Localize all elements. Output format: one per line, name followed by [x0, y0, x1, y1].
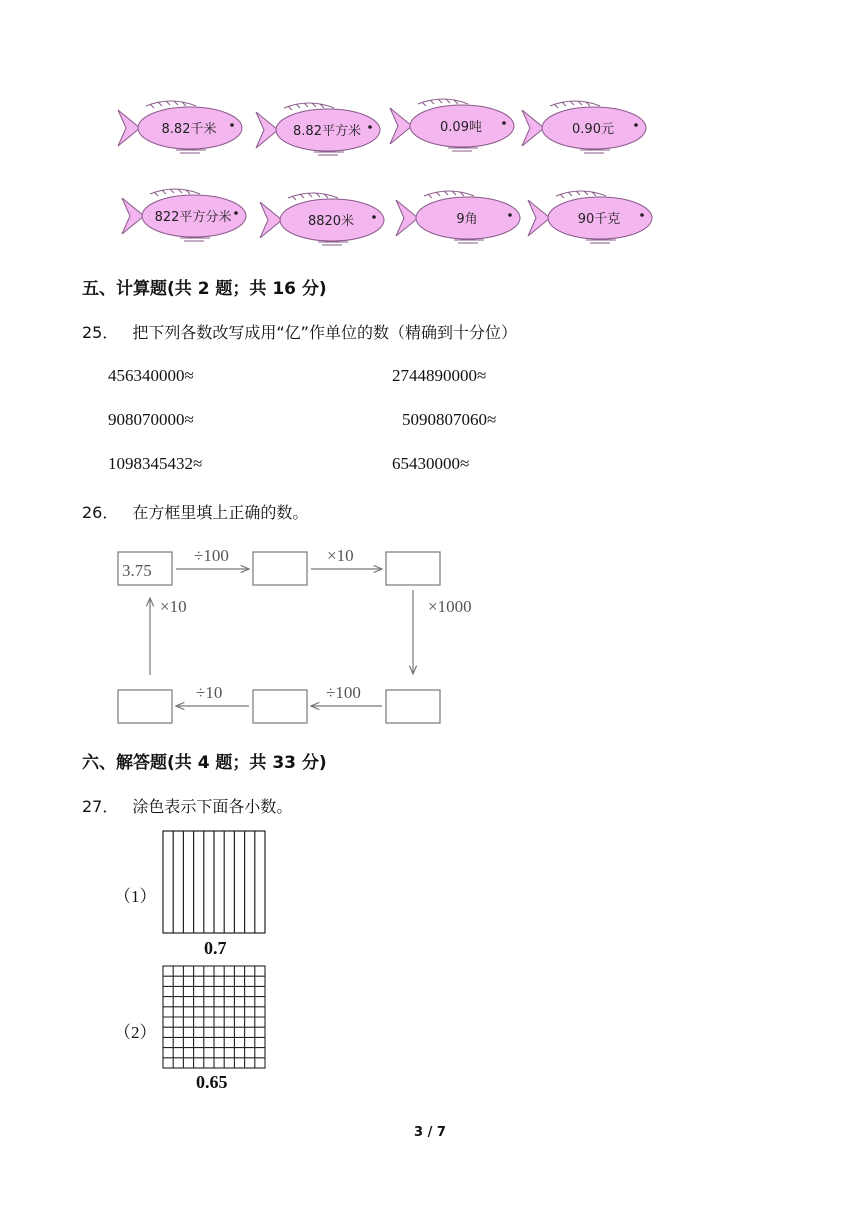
op-label: ÷100	[194, 546, 229, 565]
op-label: ×10	[327, 546, 354, 565]
op-label: ÷10	[196, 683, 223, 702]
answer-item: 2744890000≈	[392, 366, 487, 385]
answer-item: 456340000≈	[108, 366, 194, 385]
question-number: 27．	[82, 797, 119, 816]
fish-label: 8820米	[307, 214, 355, 229]
part-label: （2）	[114, 1023, 157, 1042]
answer-box[interactable]	[253, 690, 307, 723]
answer-box[interactable]	[386, 690, 440, 723]
part-label: （1）	[114, 887, 157, 906]
question-27	[82, 794, 292, 817]
op-label: ×1000	[428, 597, 472, 616]
question-text: 在方框里填上正确的数。	[132, 503, 309, 522]
fish-label: 0.09吨	[440, 120, 482, 135]
answer-item: 908070000≈	[108, 410, 194, 429]
fish-label: 90千克	[577, 212, 621, 227]
hundred-grid[interactable]	[162, 965, 266, 1069]
fish-label: 9角	[456, 212, 478, 227]
question-text: 把下列各数改写成用“亿”作单位的数（精确到十分位）	[132, 323, 517, 342]
start-value: 3.75	[122, 561, 152, 580]
answer-box[interactable]	[118, 690, 172, 723]
op-label: ×10	[160, 597, 187, 616]
answer-box[interactable]	[253, 552, 307, 585]
fish-label: 822平方分米	[154, 210, 232, 225]
section-6-heading: 六、解答题(共 4 题；共 33 分)	[82, 753, 327, 773]
fish-label: 0.90元	[572, 122, 614, 137]
question-number: 26．	[82, 503, 119, 522]
answer-item: 65430000≈	[392, 454, 470, 473]
grid-value: 0.65	[196, 1072, 228, 1092]
page-number: 3 / 7	[414, 1125, 446, 1140]
answer-item: 5090807060≈	[402, 410, 497, 429]
op-label: ÷100	[326, 683, 361, 702]
question-number: 25．	[82, 323, 119, 342]
fish-label: 8.82千米	[161, 122, 217, 137]
strip-grid[interactable]	[162, 830, 266, 934]
fish-label: 8.82平方米	[293, 124, 361, 139]
answer-box[interactable]	[386, 552, 440, 585]
answer-item: 1098345432≈	[108, 454, 203, 473]
question-text: 涂色表示下面各小数。	[132, 797, 293, 816]
grid-value: 0.7	[204, 938, 227, 958]
section-5-heading: 五、计算题(共 2 题；共 16 分)	[82, 279, 327, 299]
